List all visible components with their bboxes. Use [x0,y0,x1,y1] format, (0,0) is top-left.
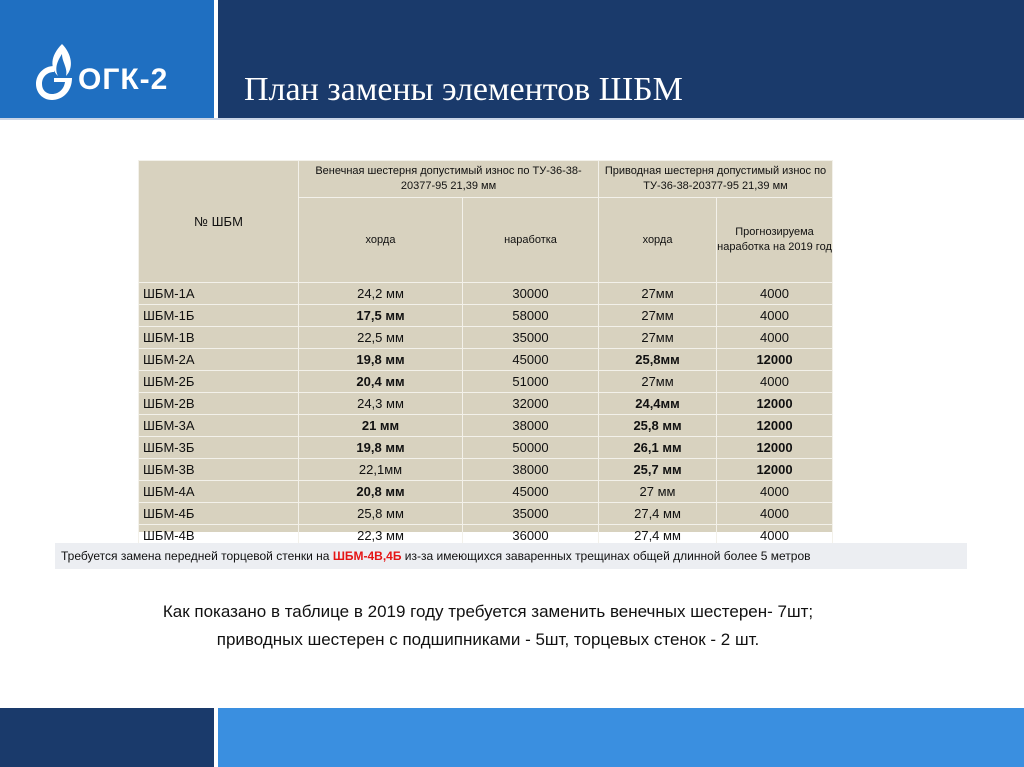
cell-chord-1: 19,8 мм [299,349,463,371]
cell-chord-2: 25,7 мм [599,459,717,481]
cell-runtime: 45000 [463,481,599,503]
header-col-name: № ШБМ [139,161,299,283]
row-name: ШБМ-3В [139,459,299,481]
cell-forecast: 4000 [717,503,833,525]
cell-chord-1: 22,3 мм [299,525,463,547]
cell-forecast: 12000 [717,437,833,459]
header-group-ring-gear: Венечная шестерня допустимый износ по ТУ-36-38-20377-95 21,39 мм [299,161,599,198]
row-name: ШБМ-3А [139,415,299,437]
row-name: ШБМ-2В [139,393,299,415]
cell-chord-1: 22,5 мм [299,327,463,349]
header-forecast: Прогнозируема наработка на 2019 год [717,198,833,283]
cell-chord-1: 24,3 мм [299,393,463,415]
replacement-note [55,543,967,569]
cell-forecast: 4000 [717,327,833,349]
cell-chord-2: 27мм [599,305,717,327]
cell-runtime: 35000 [463,503,599,525]
cell-runtime: 45000 [463,349,599,371]
cell-runtime: 58000 [463,305,599,327]
cell-runtime: 50000 [463,437,599,459]
data-table [138,160,833,547]
table-row [139,327,833,349]
shbm-table [138,160,832,543]
summary-text [58,598,918,654]
table-row [139,349,833,371]
cell-forecast: 12000 [717,459,833,481]
header-chord-2: хорда [599,198,717,283]
cell-chord-1: 17,5 мм [299,305,463,327]
page-title: План замены элементов ШБМ [244,71,683,108]
cell-chord-1: 21 мм [299,415,463,437]
cell-runtime: 36000 [463,525,599,547]
header-runtime: наработка [463,198,599,283]
note-text-after: из-за имеющихся заваренных трещинах общей длинной более 5 метров [401,549,811,563]
cell-chord-1: 24,2 мм [299,283,463,305]
cell-runtime: 38000 [463,459,599,481]
footer-left [0,708,214,767]
cell-forecast: 12000 [717,349,833,371]
flame-logo-icon [32,42,80,104]
cell-chord-2: 27 мм [599,481,717,503]
summary-line-2: приводных шестерен с подшипниками - 5шт, торцевых стенок - 2 шт. [216,630,760,649]
cell-runtime: 32000 [463,393,599,415]
cell-forecast: 4000 [717,481,833,503]
header-divider [0,118,1024,120]
summary-line-1: Как показано в таблице в 2019 году требуется заменить венечных шестерен- 7шт; [162,602,814,621]
cell-chord-2: 27мм [599,283,717,305]
cell-forecast: 4000 [717,305,833,327]
cell-runtime: 30000 [463,283,599,305]
row-name: ШБМ-1В [139,327,299,349]
table-row [139,459,833,481]
table-row [139,481,833,503]
header-group-drive-gear: Приводная шестерня допустимый износ по ТУ-36-38-20377-95 21,39 мм [599,161,833,198]
cell-chord-2: 25,8 мм [599,415,717,437]
cell-chord-2: 27мм [599,327,717,349]
cell-chord-2: 27,4 мм [599,503,717,525]
cell-forecast: 4000 [717,283,833,305]
table-row [139,437,833,459]
cell-chord-1: 22,1мм [299,459,463,481]
note-text-before: Требуется замена передней торцевой стенки на [61,549,333,563]
cell-chord-1: 19,8 мм [299,437,463,459]
cell-runtime: 35000 [463,327,599,349]
logo-panel [0,0,214,118]
table-row [139,371,833,393]
row-name: ШБМ-3Б [139,437,299,459]
header-chord-1: хорда [299,198,463,283]
row-name: ШБМ-4В [139,525,299,547]
table-row [139,415,833,437]
row-name: ШБМ-1Б [139,305,299,327]
cell-forecast: 12000 [717,415,833,437]
row-name: ШБМ-4Б [139,503,299,525]
cell-forecast: 4000 [717,525,833,547]
cell-chord-2: 25,8мм [599,349,717,371]
cell-runtime: 51000 [463,371,599,393]
cell-chord-1: 25,8 мм [299,503,463,525]
row-name: ШБМ-2Б [139,371,299,393]
row-name: ШБМ-4А [139,481,299,503]
cell-chord-2: 27мм [599,371,717,393]
cell-runtime: 38000 [463,415,599,437]
cell-chord-2: 26,1 мм [599,437,717,459]
cell-chord-2: 27,4 мм [599,525,717,547]
table-row [139,503,833,525]
table-row [139,283,833,305]
cell-chord-2: 24,4мм [599,393,717,415]
row-name: ШБМ-2А [139,349,299,371]
logo-text: ОГК-2 [78,63,169,96]
note-highlight: ШБМ-4В,4Б [332,549,402,563]
table-row [139,393,833,415]
header-bar [218,0,1024,118]
cell-chord-1: 20,4 мм [299,371,463,393]
cell-forecast: 12000 [717,393,833,415]
row-name: ШБМ-1А [139,283,299,305]
cell-chord-1: 20,8 мм [299,481,463,503]
footer-right [218,708,1024,767]
cell-forecast: 4000 [717,371,833,393]
table-row [139,305,833,327]
